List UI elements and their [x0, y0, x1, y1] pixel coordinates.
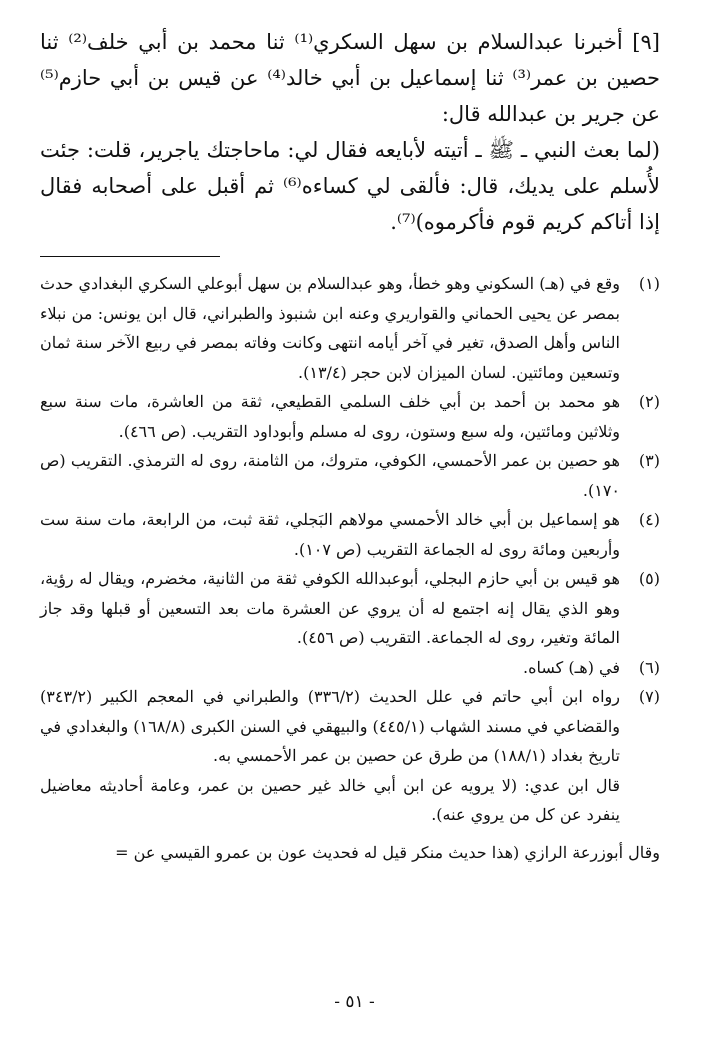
footnote-number: (٤): [638, 510, 660, 529]
footnote-number: (٧): [638, 687, 660, 706]
footnote-2: [40, 387, 660, 446]
footnote-text: هو حصين بن عمر الأحمسي، الكوفي، متروك، من الثامنة، روى له الترمذي. التقريب (ص ١٧٠).: [40, 451, 620, 500]
footnotes: [40, 269, 660, 867]
footnote-number: (٦): [638, 657, 660, 677]
footnote-text: في (هـ) كساه.: [523, 657, 620, 677]
footnote-3: [40, 446, 660, 505]
document-page: [40, 24, 660, 1024]
footnote-number: (٢): [638, 392, 660, 411]
footnote-carryover: وقال أبوزرعة الرازي (هذا حديث منكر قيل له فحديث عون بن عمرو القيسي عن =: [115, 842, 660, 862]
footnote-number: (٥): [638, 569, 660, 588]
footnote-text: وقع في (هـ) السكوني وهو خطأ، وهو عبدالسلام بن سهل أبوعلي السكري البغدادي حدث بمصر عن يحيى الحماني والقواريري وعنه ابن شنبوذ والطبراني، قال ابن يونس: من نبلاء الناس وأهل الصدق، تغير في آخر أيامه انتهى وكانت وفاته بمصر في ربيع الآخر سنة ثمان وتسعين ومائتين. لسان الميزان لابن حجر (١٣/٤).: [40, 274, 620, 382]
page-number: - ٥١ -: [334, 992, 375, 1012]
hadith-isnad: [٩] أخبرنا عبدالسلام بن سهل السكري⁽¹⁾ ثنا محمد بن أبي خلف⁽²⁾ ثنا حصين بن عمر⁽³⁾ ثنا إسماعيل بن أبي خالد⁽⁴⁾ عن قيس بن أبي حازم⁽⁵⁾ عن جرير بن عبدالله قال:: [40, 30, 660, 126]
footnote-text: هو إسماعيل بن أبي خالد الأحمسي مولاهم البَجلي، ثقة ثبت، من الرابعة، مات سنة ست وأربعين ومائة روى له الجماعة التقريب (ص ١٠٧).: [40, 510, 620, 559]
footnote-text: هو قيس بن أبي حازم البجلي، أبوعبدالله الكوفي ثقة من الثانية، مخضرم، ويقال له رؤية، وهو الذي يقال إنه اجتمع له أن يروي عن العشرة مات بعد التسعين أو قبلها وقد جاز المائة وتغير، روى له الجماعة. التقريب (ص ٤٥٦).: [40, 569, 620, 647]
hadith-matn: (لما بعث النبي ـ ﷺ ـ أتيته لأبايعه فقال لي: ماحاجتك ياجرير، قلت: جئت لأُسلم على يديك، قال: فألقى لي كساءه⁽⁶⁾ ثم أقبل على أصحابه فقال إذا أتاكم كريم قوم فأكرموه)⁽⁷⁾.: [40, 138, 660, 234]
footnote-1: [40, 269, 660, 387]
footnote-4: [40, 505, 660, 564]
footnote-5: [40, 564, 660, 653]
footnote-number: (٣): [638, 451, 660, 470]
hadith-text: [40, 24, 660, 240]
footnote-separator: [40, 256, 220, 257]
footnote-number: (١): [638, 274, 660, 293]
footnote-text: هو محمد بن أحمد بن أبي خلف السلمي القطيعي، ثقة من العاشرة، مات سنة سبع وثلاثين ومائتين، وله سبع وستون، روى له مسلم وأبوداود التقريب. (ص ٤٦٦).: [40, 392, 621, 441]
footnote-text: رواه ابن أبي حاتم في علل الحديث (٣٣٦/٢) والطبراني في المعجم الكبير (٣٤٣/٢) والقضاعي في مسند الشهاب (٤٤٥/١) والبيهقي في السنن الكبرى (١٦٨/٨) والبغدادي في تاريخ بغداد (١٨٨/١) من طرق عن حصين بن عمر الأحمسي به.: [40, 687, 621, 765]
footnote-6: [40, 653, 660, 683]
footnote-7: [40, 682, 660, 771]
footnote-7-continuation: قال ابن عدي: (لا يرويه عن ابن أبي خالد غير حصين بن عمر، وعامة أحاديثه معاضيل ينفرد عن كل من يروي عنه).: [40, 775, 620, 824]
